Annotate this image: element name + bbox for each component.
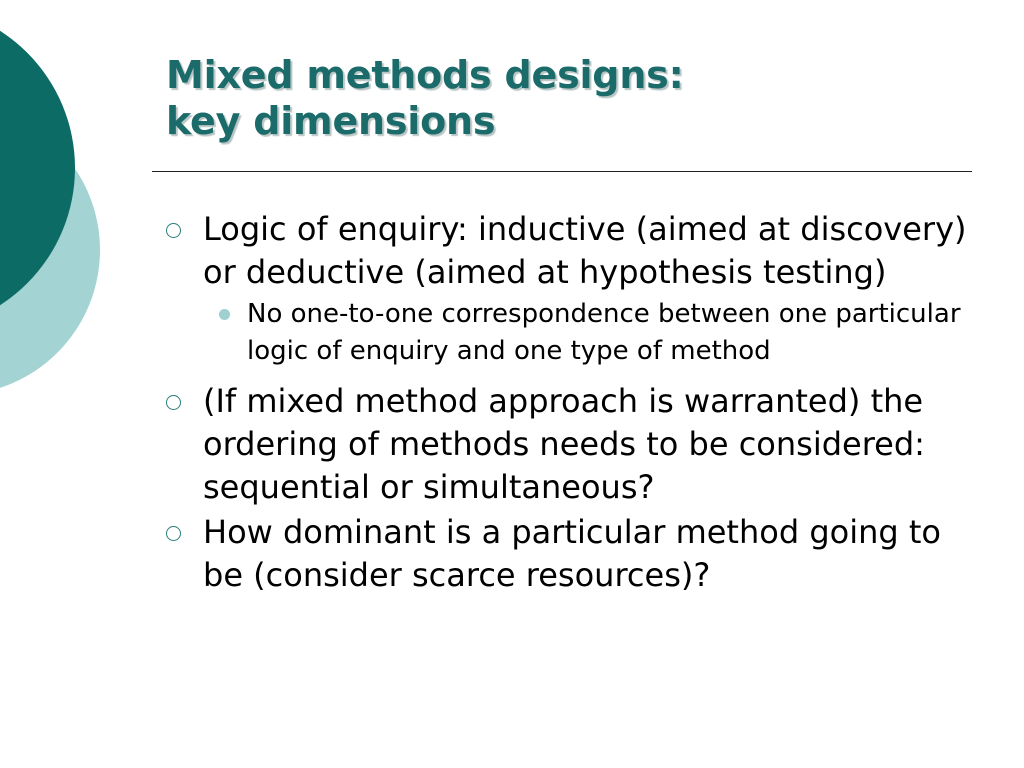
hollow-circle-bullet-icon — [166, 395, 181, 410]
bullet-item — [163, 380, 983, 509]
bullet-list — [163, 208, 983, 599]
hollow-circle-bullet-icon — [166, 223, 181, 238]
bullet-text: Logic of enquiry: inductive (aimed at discovery) or deductive (aimed at hypothesis testing) — [203, 210, 967, 291]
sub-bullet-text: No one-to-one correspondence between one particular logic of enquiry and one type of method — [247, 299, 961, 366]
hollow-circle-bullet-icon — [166, 526, 181, 541]
bullet-item — [163, 208, 983, 294]
filled-circle-bullet-icon — [219, 309, 230, 320]
bullet-text: (If mixed method approach is warranted) the ordering of methods needs to be considered: sequential or simultaneous? — [203, 382, 925, 506]
decorative-circles — [0, 0, 120, 420]
title-divider — [152, 171, 972, 172]
title-line-2: key dimensions — [166, 99, 496, 143]
bullet-item — [163, 511, 983, 597]
sub-bullet-item — [163, 296, 983, 370]
bullet-text: How dominant is a particular method going to be (consider scarce resources)? — [203, 513, 941, 594]
title-line-1: Mixed methods designs: — [166, 53, 684, 97]
slide-title — [166, 52, 684, 144]
